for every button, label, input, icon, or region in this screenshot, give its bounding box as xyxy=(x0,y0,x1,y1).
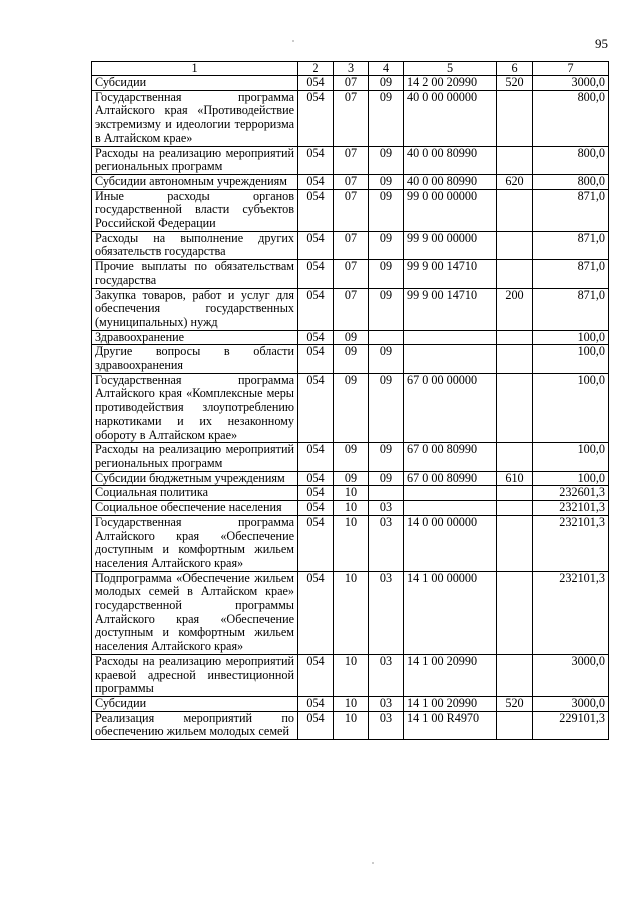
page-number: 95 xyxy=(595,36,608,51)
row-csr: 99 9 00 14710 xyxy=(404,260,497,288)
row-vr xyxy=(497,654,533,696)
table-row xyxy=(92,76,609,91)
header-col-2: 2 xyxy=(298,62,334,76)
row-pr: 09 xyxy=(369,90,404,146)
row-csr: 67 0 00 80990 xyxy=(404,443,497,471)
row-vr: 520 xyxy=(497,76,533,91)
row-ved: 054 xyxy=(298,486,334,501)
row-vr xyxy=(497,90,533,146)
row-vr xyxy=(497,711,533,739)
row-vr xyxy=(497,486,533,501)
row-rz: 09 xyxy=(334,330,369,345)
row-rz: 09 xyxy=(334,443,369,471)
row-vr xyxy=(497,189,533,231)
row-rz: 10 xyxy=(334,654,369,696)
row-ved: 054 xyxy=(298,443,334,471)
row-vr xyxy=(497,443,533,471)
row-csr: 67 0 00 00000 xyxy=(404,373,497,443)
table-row xyxy=(92,146,609,174)
row-name: Другие вопросы в области здравоохранения xyxy=(92,345,298,373)
row-ved: 054 xyxy=(298,345,334,373)
row-rz: 07 xyxy=(334,90,369,146)
row-vr xyxy=(497,345,533,373)
row-vr xyxy=(497,373,533,443)
row-csr: 14 1 00 20990 xyxy=(404,654,497,696)
table-body xyxy=(92,76,609,740)
row-sum: 100,0 xyxy=(533,471,609,486)
row-sum: 100,0 xyxy=(533,373,609,443)
row-name: Расходы на реализацию мероприятий региональных программ xyxy=(92,443,298,471)
row-ved: 054 xyxy=(298,501,334,516)
row-csr: 67 0 00 80990 xyxy=(404,471,497,486)
table-row xyxy=(92,260,609,288)
table-row xyxy=(92,231,609,259)
row-ved: 054 xyxy=(298,189,334,231)
row-sum: 232101,3 xyxy=(533,515,609,571)
row-pr: 03 xyxy=(369,501,404,516)
row-name: Субсидии xyxy=(92,696,298,711)
row-pr: 09 xyxy=(369,174,404,189)
row-sum: 800,0 xyxy=(533,90,609,146)
scan-speck xyxy=(372,862,374,864)
row-pr: 09 xyxy=(369,288,404,330)
row-rz: 10 xyxy=(334,571,369,654)
row-csr: 14 0 00 00000 xyxy=(404,515,497,571)
row-pr xyxy=(369,330,404,345)
table-row xyxy=(92,515,609,571)
row-pr: 09 xyxy=(369,260,404,288)
row-vr xyxy=(497,231,533,259)
table-row xyxy=(92,189,609,231)
table-row xyxy=(92,288,609,330)
row-sum: 232101,3 xyxy=(533,501,609,516)
table-row xyxy=(92,711,609,739)
row-sum: 232101,3 xyxy=(533,571,609,654)
row-sum: 3000,0 xyxy=(533,76,609,91)
row-pr: 03 xyxy=(369,654,404,696)
row-csr: 40 0 00 80990 xyxy=(404,146,497,174)
row-vr: 610 xyxy=(497,471,533,486)
row-name: Закупка товаров, работ и услуг для обеспечения государственных (муниципальных) нужд xyxy=(92,288,298,330)
row-csr: 99 9 00 14710 xyxy=(404,288,497,330)
row-rz: 09 xyxy=(334,345,369,373)
table-row xyxy=(92,471,609,486)
header-col-1: 1 xyxy=(92,62,298,76)
row-pr: 09 xyxy=(369,76,404,91)
row-sum: 800,0 xyxy=(533,146,609,174)
row-vr: 520 xyxy=(497,696,533,711)
row-ved: 054 xyxy=(298,571,334,654)
row-ved: 054 xyxy=(298,711,334,739)
row-pr: 03 xyxy=(369,571,404,654)
row-ved: 054 xyxy=(298,231,334,259)
row-vr: 620 xyxy=(497,174,533,189)
row-vr xyxy=(497,571,533,654)
row-sum: 3000,0 xyxy=(533,654,609,696)
row-csr: 14 1 00 R4970 xyxy=(404,711,497,739)
row-csr: 40 0 00 80990 xyxy=(404,174,497,189)
row-vr xyxy=(497,515,533,571)
row-name: Расходы на реализацию мероприятий краевой адресной инвестиционной программы xyxy=(92,654,298,696)
row-ved: 054 xyxy=(298,174,334,189)
row-rz: 07 xyxy=(334,146,369,174)
row-rz: 07 xyxy=(334,189,369,231)
row-csr: 14 1 00 00000 xyxy=(404,571,497,654)
row-pr: 09 xyxy=(369,345,404,373)
row-ved: 054 xyxy=(298,260,334,288)
row-ved: 054 xyxy=(298,146,334,174)
row-name: Иные расходы органов государственной власти субъектов Российской Федерации xyxy=(92,189,298,231)
row-vr: 200 xyxy=(497,288,533,330)
row-sum: 100,0 xyxy=(533,443,609,471)
row-csr: 14 1 00 20990 xyxy=(404,696,497,711)
row-sum: 871,0 xyxy=(533,231,609,259)
row-name: Расходы на реализацию мероприятий региональных программ xyxy=(92,146,298,174)
row-rz: 07 xyxy=(334,260,369,288)
row-vr xyxy=(497,501,533,516)
row-sum: 800,0 xyxy=(533,174,609,189)
row-name: Социальное обеспечение населения xyxy=(92,501,298,516)
table-row xyxy=(92,174,609,189)
row-pr: 09 xyxy=(369,373,404,443)
row-csr: 14 2 00 20990 xyxy=(404,76,497,91)
row-name: Субсидии бюджетным учреждениям xyxy=(92,471,298,486)
row-pr: 09 xyxy=(369,443,404,471)
table-row xyxy=(92,90,609,146)
row-rz: 07 xyxy=(334,231,369,259)
table-row xyxy=(92,330,609,345)
row-sum: 232601,3 xyxy=(533,486,609,501)
row-name: Подпрограмма «Обеспечение жильем молодых семей в Алтайском крае» государственной программы Алтайского края «Обеспечение доступным и комфортным жильем населения Алтайского края» xyxy=(92,571,298,654)
row-sum: 871,0 xyxy=(533,260,609,288)
table-row xyxy=(92,501,609,516)
row-rz: 07 xyxy=(334,174,369,189)
row-pr: 03 xyxy=(369,515,404,571)
row-rz: 10 xyxy=(334,515,369,571)
row-pr: 09 xyxy=(369,146,404,174)
row-pr xyxy=(369,486,404,501)
row-vr xyxy=(497,146,533,174)
row-vr xyxy=(497,330,533,345)
row-name: Реализация мероприятий по обеспечению жильем молодых семей xyxy=(92,711,298,739)
row-rz: 09 xyxy=(334,471,369,486)
header-row xyxy=(92,62,609,76)
row-sum: 229101,3 xyxy=(533,711,609,739)
row-sum: 871,0 xyxy=(533,288,609,330)
row-sum: 100,0 xyxy=(533,345,609,373)
row-ved: 054 xyxy=(298,90,334,146)
row-rz: 10 xyxy=(334,696,369,711)
table-row xyxy=(92,654,609,696)
row-rz: 10 xyxy=(334,501,369,516)
row-rz: 09 xyxy=(334,373,369,443)
row-csr xyxy=(404,486,497,501)
header-col-5: 5 xyxy=(404,62,497,76)
scan-speck xyxy=(292,40,294,42)
row-sum: 100,0 xyxy=(533,330,609,345)
row-csr: 99 9 00 00000 xyxy=(404,231,497,259)
row-csr: 99 0 00 00000 xyxy=(404,189,497,231)
row-ved: 054 xyxy=(298,76,334,91)
row-vr xyxy=(497,260,533,288)
header-col-7: 7 xyxy=(533,62,609,76)
row-rz: 10 xyxy=(334,486,369,501)
header-col-4: 4 xyxy=(369,62,404,76)
row-name: Субсидии xyxy=(92,76,298,91)
row-name: Прочие выплаты по обязательствам государства xyxy=(92,260,298,288)
row-ved: 054 xyxy=(298,373,334,443)
row-csr xyxy=(404,501,497,516)
row-name: Социальная политика xyxy=(92,486,298,501)
row-name: Субсидии автономным учреждениям xyxy=(92,174,298,189)
row-ved: 054 xyxy=(298,288,334,330)
row-rz: 10 xyxy=(334,711,369,739)
row-sum: 3000,0 xyxy=(533,696,609,711)
row-ved: 054 xyxy=(298,471,334,486)
row-pr: 09 xyxy=(369,231,404,259)
row-name: Здравоохранение xyxy=(92,330,298,345)
table-row xyxy=(92,345,609,373)
row-name: Расходы на выполнение других обязательств государства xyxy=(92,231,298,259)
row-csr xyxy=(404,330,497,345)
table-row xyxy=(92,486,609,501)
row-ved: 054 xyxy=(298,654,334,696)
header-col-6: 6 xyxy=(497,62,533,76)
row-ved: 054 xyxy=(298,330,334,345)
row-rz: 07 xyxy=(334,76,369,91)
budget-table xyxy=(91,61,609,740)
table-row xyxy=(92,696,609,711)
row-name: Государственная программа Алтайского края «Обеспечение доступным и комфортным жильем населения Алтайского края» xyxy=(92,515,298,571)
table-row xyxy=(92,571,609,654)
row-pr: 03 xyxy=(369,696,404,711)
row-ved: 054 xyxy=(298,515,334,571)
table-row xyxy=(92,443,609,471)
row-pr: 09 xyxy=(369,471,404,486)
row-pr: 09 xyxy=(369,189,404,231)
row-csr: 40 0 00 00000 xyxy=(404,90,497,146)
row-name: Государственная программа Алтайского края «Противодействие экстремизму и идеологии терроризма в Алтайском крае» xyxy=(92,90,298,146)
row-name: Государственная программа Алтайского края «Комплексные меры противодействия злоупотреблению наркотиками и их незаконному обороту в Алтайском крае» xyxy=(92,373,298,443)
row-ved: 054 xyxy=(298,696,334,711)
row-pr: 03 xyxy=(369,711,404,739)
row-rz: 07 xyxy=(334,288,369,330)
row-sum: 871,0 xyxy=(533,189,609,231)
table-row xyxy=(92,373,609,443)
row-csr xyxy=(404,345,497,373)
header-col-3: 3 xyxy=(334,62,369,76)
